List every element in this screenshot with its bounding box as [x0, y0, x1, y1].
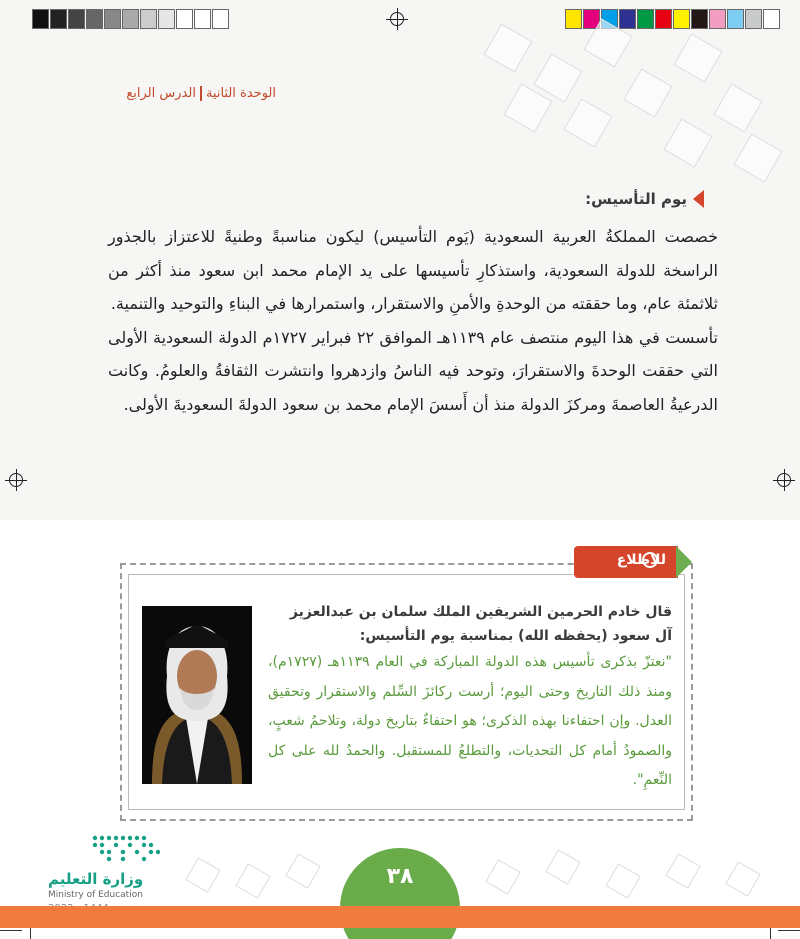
- crop-mark: [778, 930, 800, 931]
- decorative-pattern: [470, 20, 790, 180]
- section-heading: [585, 190, 704, 208]
- quote-text: "نعتزّ بذكرى تأسيس هذه الدولة المباركة في العام ١١٣٩هـ (١٧٢٧م)، ومنذ ذلك التاريخ وحتى اليوم؛ أرست ركائزَ السِّلم والاستقرار وتحقيق العدل. وإن احتفاءنا بهذه الذكرى؛ هو احتفاءٌ بتاريخ دولة، وتلاحمُ شعبٍ، والصمودُ أمام كل التحديات، والتطلعُ للمستقبل. والحمدُ لله على كل النِّعمِ".: [268, 654, 672, 788]
- footer-bar: [0, 906, 800, 928]
- section-title: يوم التأسيس:: [585, 190, 687, 208]
- royal-quote: [268, 648, 672, 796]
- ministry-name-arabic: وزارة التعليم: [48, 870, 144, 888]
- grayscale-swatches: [32, 9, 230, 29]
- portrait-illustration: [142, 606, 252, 784]
- info-tag-label: للاطلاع: [616, 552, 666, 568]
- info-tag-tail: [676, 546, 692, 578]
- crop-mark: [0, 930, 22, 931]
- lesson-label: الدرس الرابع: [126, 86, 196, 101]
- header-separator: [200, 86, 202, 101]
- page-number: ٣٨: [386, 864, 414, 889]
- king-portrait-photo: [142, 606, 252, 784]
- registration-mark-icon: [9, 473, 23, 487]
- registration-mark-icon: [390, 12, 404, 26]
- quote-heading: [272, 600, 672, 648]
- decorative-pattern-bottom: [180, 848, 780, 906]
- crop-mark: [770, 928, 771, 939]
- info-tag: [568, 546, 693, 578]
- logo-dots-icon: [90, 833, 180, 863]
- arrow-icon: [693, 190, 704, 208]
- paragraph: خصصت المملكةُ العربية السعودية (يَوم التأسيس) ليكون مناسبةً وطنيةً للاعتزاز بالجذور الراسخة للدولة السعودية، واستذكارِ تأسيسها على يد الإمام محمد ابن سعود منذ أكثر من ثلاثمئة عام، وما حققته من الوحدةِ والأمنِ والاستقرار، واستمرارها في البناءِ والتوحيد والتنمية.: [108, 227, 718, 313]
- running-header: [60, 86, 276, 101]
- registration-mark-icon: [777, 473, 791, 487]
- paragraph: تأسست في هذا اليوم منتصف عام ١١٣٩هـ الموافق ٢٢ فبراير ١٧٢٧م الدولة السعودية الأولى التي حققت الوحدةَ والاستقرارَ، وتوحد فيه الناسُ وازدهروا وانتشرت الثقافةُ والعلومُ. وكانت الدرعيةُ العاصمةَ ومركزَ الدولة منذ أن أَسسَ الإمام محمد بن سعود الدولةَ السعوديةَ الأولى.: [108, 327, 719, 414]
- unit-label: الوحدة الثانية: [205, 86, 276, 101]
- crop-mark: [30, 928, 31, 939]
- quote-heading-line: آل سعود (يحفظه الله) بمناسبة يوم التأسيس:: [359, 628, 672, 644]
- quote-heading-line: قال خادم الحرمين الشريفين الملك سلمان بن عبدالعزيز: [289, 604, 672, 620]
- ministry-name-english: Ministry of Education: [48, 890, 143, 900]
- body-text: [108, 220, 718, 421]
